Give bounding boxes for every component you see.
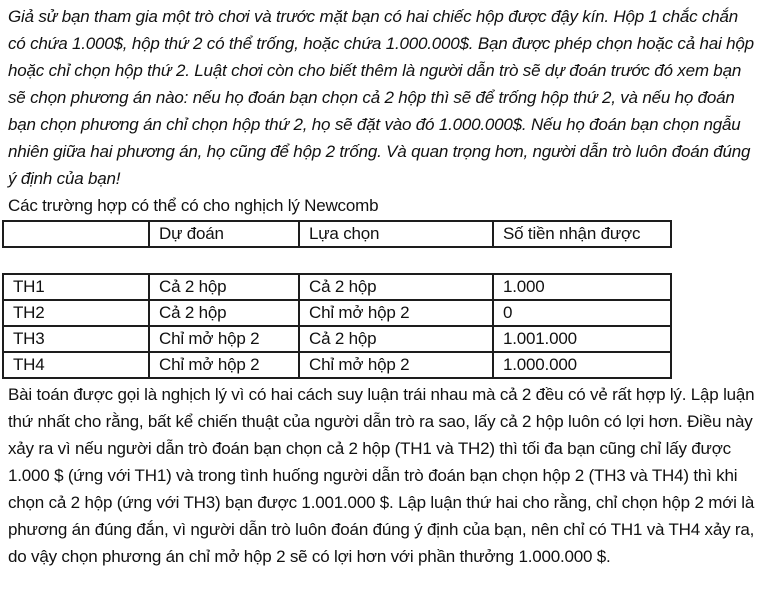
cases-table-header <box>2 220 672 248</box>
table-cell: Cả 2 hộp <box>299 274 493 300</box>
table-cell: 1.000.000 <box>493 352 671 378</box>
cases-table-body <box>2 273 672 379</box>
table-cell: 0 <box>493 300 671 326</box>
row-label-cell: TH1 <box>3 274 149 300</box>
table-cell: 1.000 <box>493 274 671 300</box>
table-cell: Cả 2 hộp <box>299 326 493 352</box>
row-label-cell: TH2 <box>3 300 149 326</box>
table-cell: Chỉ mở hộp 2 <box>149 352 299 378</box>
table-cell: 1.001.000 <box>493 326 671 352</box>
table-caption: Các trường hợp có thể có cho nghịch lý Newcomb <box>8 196 379 215</box>
row-label-cell: TH4 <box>3 352 149 378</box>
table-row <box>3 300 671 326</box>
table-cell: Chỉ mở hộp 2 <box>299 352 493 378</box>
table-row <box>3 326 671 352</box>
table-cell: Chỉ mở hộp 2 <box>149 326 299 352</box>
table-header-cell-so-tien: Số tiền nhận được <box>493 221 671 247</box>
table-header-cell-lua-chon: Lựa chọn <box>299 221 493 247</box>
row-label-cell: TH3 <box>3 326 149 352</box>
intro-paragraph: Giả sử bạn tham gia một trò chơi và trước mặt bạn có hai chiếc hộp được đậy kín. Hộp 1 chắc chắn có chứa 1.000$, hộp thứ 2 có thể trống, hoặc chứa 1.000.000$. Bạn được phép chọn hoặc cả hai hộp hoặc chỉ chọn hộp thứ 2. Luật chơi còn cho biết thêm là người dẫn trò sẽ dự đoán trước đó xem bạn sẽ chọn phương án nào: nếu họ đoán bạn chọn cả 2 hộp thì sẽ để trống hộp thứ 2, và nếu họ đoán bạn chọn phương án chỉ chọn hộp thứ 2, họ sẽ đặt vào đó 1.000.000$. Nếu họ đoán bạn chọn ngẫu nhiên giữa hai phương án, họ cũng để hộp 2 trống. Và quan trọng hơn, người dẫn trò luôn đoán đúng ý định của bạn! <box>8 7 754 188</box>
table-cell: Chỉ mở hộp 2 <box>299 300 493 326</box>
table-header-cell-blank <box>3 221 149 247</box>
table-header-row <box>3 221 671 247</box>
table-cell: Cả 2 hộp <box>149 300 299 326</box>
analysis-paragraph: Bài toán được gọi là nghịch lý vì có hai cách suy luận trái nhau mà cả 2 đều có vẻ rất hợp lý. Lập luận thứ nhất cho rằng, bất kể chiến thuật của người dẫn trò ra sao, lấy cả 2 hộp luôn có lợi hơn. Điều này xảy ra vì nếu người dẫn trò đoán bạn chọn cả 2 hộp (TH1 và TH2) thì tối đa bạn cũng chỉ lấy được 1.000 $ (ứng với TH1) và trong tình huống người dẫn trò đoán bạn chọn hộp 2 (TH3 và TH4) thì khi chọn cả 2 hộp (ứng với TH3) bạn được 1.001.000 $. Lập luận thứ hai cho rằng, chỉ chọn hộp 2 mới là phương án đúng đắn, vì người dẫn trò luôn đoán đúng ý định của bạn, nên chỉ có TH1 và TH4 xảy ra, do vậy chọn phương án chỉ mở hộp 2 sẽ có lợi hơn với phần thưởng 1.000.000 $. <box>8 385 755 566</box>
table-row <box>3 352 671 378</box>
table-row <box>3 274 671 300</box>
table-cell: Cả 2 hộp <box>149 274 299 300</box>
table-header-cell-du-doan: Dự đoán <box>149 221 299 247</box>
